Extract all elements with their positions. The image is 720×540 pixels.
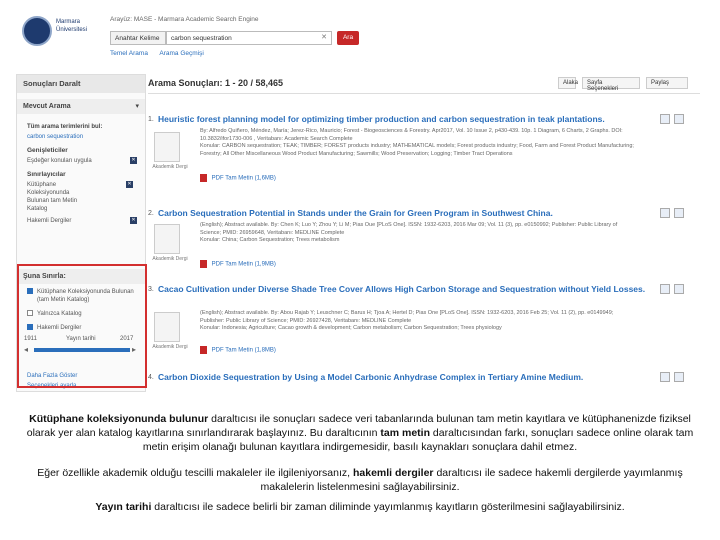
remove-limiter-icon[interactable]: ✕ — [131, 217, 136, 223]
limit-option-label: Kütüphane Koleksiyonunda Bulunan (tam Metin Katalog) — [37, 289, 134, 303]
expander-item[interactable] — [17, 156, 145, 166]
result-meta — [200, 128, 690, 158]
logo-text: Marmara Üniversitesi — [56, 19, 88, 33]
share-label: Paylaş — [651, 80, 670, 86]
preview-icon[interactable] — [660, 114, 670, 124]
meta-subjects: Konular: Indonesia; Agriculture; Cacao growth & development; Carbon metabolism; Carbon Sequestration; Trees physiology — [200, 325, 502, 331]
pdf-full-text-link[interactable] — [200, 174, 276, 182]
result-title[interactable]: Carbon Sequestration Potential in Stands under the Grain for Green Program in Southwest China. — [158, 208, 553, 218]
remove-limiter-icon[interactable]: ✕ — [127, 181, 132, 187]
search-input[interactable]: carbon sequestration — [166, 31, 332, 45]
pdf-label: PDF Tam Metin — [211, 347, 253, 354]
caption-text: daraltıcısı ile sonuçları sadece veri tabanlarında bulunan tam metin kayıtlara ve kütüphanenizde fiziksel olarak yer alan katalog kayıtlarına sınırlandırarak başlayınız. Bu daraltıcının — [26, 413, 691, 439]
meta-line: By: Alfredo Quiñero, Méndez, María; Jerez-Rico, Mauricio; Forest - Biogeosciences & Forestry. Apr2017, Vol. 10 Issue 2, p430-439. 10p. 1 Diagram, 6 Charts, 2 Graphs. DOI: — [200, 128, 623, 134]
remove-expander-icon[interactable]: ✕ — [131, 157, 136, 163]
meta-line: 10.3832/ifor1730-006 , Veritabanı: Academic Search Complete — [200, 135, 353, 142]
add-folder-icon[interactable] — [674, 114, 684, 124]
caption-bold: Kütüphane koleksiyonunda bulunur — [29, 413, 209, 425]
pdf-size: (1,6MB) — [254, 175, 276, 182]
doc-type-label: Akademik Dergi — [152, 256, 188, 262]
caption-bold: hakemli dergiler — [352, 467, 434, 479]
current-search-section[interactable] — [17, 99, 145, 114]
limit-to-title: Şuna Sınırla: — [23, 273, 66, 280]
result-item — [148, 372, 700, 390]
limit-to-highlight — [17, 264, 147, 388]
limiter-item-label: Hakemli Dergiler — [27, 218, 72, 224]
preview-icon[interactable] — [660, 208, 670, 218]
result-meta — [200, 310, 690, 333]
search-field-select[interactable]: Anahtar Kelime — [110, 31, 166, 45]
pdf-size: (1,9MB) — [254, 261, 276, 268]
document-icon[interactable] — [154, 132, 180, 162]
breadcrumb — [110, 16, 259, 23]
all-terms-label: Tüm arama terimlerini bul: — [27, 124, 103, 130]
limiter-item-label: Kütüphane Koleksiyonunda Bulunan tam Metin Katalog — [27, 182, 78, 212]
page-options-label: Sayfa Seçenekleri — [587, 80, 619, 92]
pdf-icon — [200, 260, 207, 268]
caption-text: Eğer özellikle akademik olduğu tescilli makaleler ile ilgileniyorsanız, — [37, 467, 353, 479]
breadcrumb-value: MASE - Marmara Academic Search Engine — [133, 16, 259, 23]
meta-subjects: Konular: China; Carbon Sequestration; Trees metabolism — [200, 237, 340, 243]
meta-subjects: Konular: CARBON sequestration; TEAK; TIMBER; FOREST products industry; MATHEMATICAL models; Forest products industry; Food, Farm and Forest Product Manufacturing; — [200, 143, 634, 149]
expander-item-label: Eşdeğer konuları uygula — [27, 158, 92, 164]
caption-paragraph-2 — [20, 466, 700, 494]
result-number: 4. — [148, 374, 154, 381]
show-more-link[interactable]: Daha Fazla Göster — [27, 373, 78, 379]
result-number: 2. — [148, 210, 154, 217]
share-button[interactable] — [646, 77, 688, 89]
result-title[interactable]: Cacao Cultivation under Diverse Shade Tree Cover Allows High Carbon Storage and Sequestration without Yield Losses. — [158, 284, 646, 294]
preview-icon[interactable] — [660, 372, 670, 382]
refine-results-header[interactable] — [17, 75, 145, 93]
results-count-title: Arama Sonuçları: 1 - 20 / 58,465 — [148, 78, 284, 88]
meta-line: (English); Abstract available. By: Abou Rajab Y; Leuschner C; Barus H; Tjoa A; Hertel D; Pias One [PLoS One]. ISSN: 1932-6203, 2016 Feb 25; Vol. 11 (2), pp. e0149949; — [200, 310, 614, 316]
result-actions — [660, 114, 686, 124]
caption-text: daraltıcısı ile sadece hakemli dergilerde yayımlanmış makalelerin listelenmesini sağlayabilirsiniz. — [260, 467, 683, 493]
basic-search-link[interactable]: Temel Arama — [110, 50, 148, 57]
breadcrumb-prefix: Arayüz: — [110, 16, 133, 23]
result-item — [148, 208, 700, 272]
app-header — [0, 0, 720, 66]
document-icon[interactable] — [154, 224, 180, 254]
preview-icon[interactable] — [660, 284, 670, 294]
add-folder-icon[interactable] — [674, 284, 684, 294]
caption-text: daraltıcısından farkı, sonuçları sadece online olarak tam metin erişim olanağı bulunan kayıtlara indirgemesidir, basılı kaynakları sonuçlara dahil etmez. — [142, 427, 694, 453]
result-number: 1. — [148, 116, 154, 123]
limiters-title: Sınırlayıcılar — [27, 171, 66, 178]
result-actions — [660, 372, 686, 382]
search-subnav — [110, 50, 214, 57]
limiter-item[interactable] — [17, 180, 132, 214]
pdf-full-text-link[interactable] — [200, 346, 276, 354]
expanders-title: Genişleticiler — [27, 147, 68, 154]
doc-type-label: Akademik Dergi — [152, 164, 188, 170]
results-panel — [148, 74, 700, 394]
page-options-button[interactable] — [582, 77, 640, 92]
caption-bold: Yayın tarihi — [95, 501, 152, 513]
meta-line: Publisher: Public Library of Science; PMID: 26927428, Veritabanı: MEDLINE Complete — [200, 317, 412, 324]
pub-date-from[interactable]: 1911 — [24, 336, 37, 342]
result-item — [148, 110, 700, 186]
document-icon[interactable] — [154, 312, 180, 342]
caption-bold: tam metin — [380, 427, 431, 439]
pdf-size: (1,8MB) — [254, 347, 276, 354]
limit-option-label: Hakemli Dergiler — [37, 325, 82, 331]
results-header — [148, 74, 700, 94]
current-search-title: Mevcut Arama — [23, 103, 71, 110]
chevron-down-icon[interactable]: ▾ — [135, 103, 139, 110]
search-history-link[interactable]: Arama Geçmişi — [159, 50, 204, 57]
result-actions — [660, 284, 686, 294]
pdf-label: PDF Tam Metin — [211, 261, 253, 268]
limiter-item[interactable] — [17, 216, 145, 226]
set-options-link[interactable]: Seçenekleri ayarla — [27, 383, 77, 389]
result-item — [148, 284, 700, 368]
pdf-icon — [200, 346, 207, 354]
pdf-icon — [200, 174, 207, 182]
all-terms-value[interactable]: carbon sequestration — [27, 134, 84, 140]
sort-value: Alaka — [563, 80, 579, 86]
clear-icon[interactable]: ✕ — [321, 34, 327, 41]
result-title[interactable]: Carbon Dioxide Sequestration by Using a Model Carbonic Anhydrase Complex in Tertiary Amine Medium. — [158, 372, 584, 382]
add-folder-icon[interactable] — [674, 372, 684, 382]
limit-option-label: Yalnızca Katalog — [37, 311, 82, 317]
university-logo-icon[interactable] — [22, 16, 52, 46]
pub-date-label: Yayın tarihi — [66, 336, 96, 342]
caption-text: daraltıcısı ile sadece belirli bir zaman diliminde yayımlanmış kayıtların gösterilmesini sağlayabilirsiniz. — [151, 501, 625, 513]
slider-left-icon[interactable]: ◂ — [24, 345, 29, 354]
pdf-full-text-link[interactable] — [200, 260, 276, 268]
result-title[interactable]: Heuristic forest planning model for optimizing timber production and carbon sequestration in teak plantations. — [158, 114, 605, 124]
meta-subjects: Forestry; All Other Miscellaneous Wood Product Manufacturing; Sawmills; Wood Preservation; Logging; Timber Tract Operations — [200, 150, 513, 157]
result-meta — [200, 222, 690, 245]
add-folder-icon[interactable] — [674, 208, 684, 218]
meta-line: (English); Abstract available. By: Chen K; Luo Y; Zhou Y; Li M; Pias Oue [PLoS One]. ISSN: 1932-6203, 2016 Mar 09; Vol. 11 (3), pp. e0150992; Publisher: Public Library of — [200, 222, 618, 228]
caption-paragraph-1 — [20, 412, 700, 454]
slider-right-icon[interactable]: ▸ — [132, 345, 137, 354]
search-button[interactable]: Ara — [337, 31, 359, 45]
meta-line: Science; PMID: 26959648, Veritabanı: MEDLINE Complete — [200, 229, 345, 236]
result-number: 3. — [148, 286, 154, 293]
refine-results-title: Sonuçları Daralt — [23, 79, 81, 88]
result-actions — [660, 208, 686, 218]
doc-type-label: Akademik Dergi — [152, 344, 188, 350]
pub-date-to[interactable]: 2017 — [120, 336, 134, 342]
pdf-label: PDF Tam Metin — [211, 175, 253, 182]
caption-paragraph-3 — [20, 500, 700, 514]
sort-dropdown[interactable] — [558, 77, 579, 89]
